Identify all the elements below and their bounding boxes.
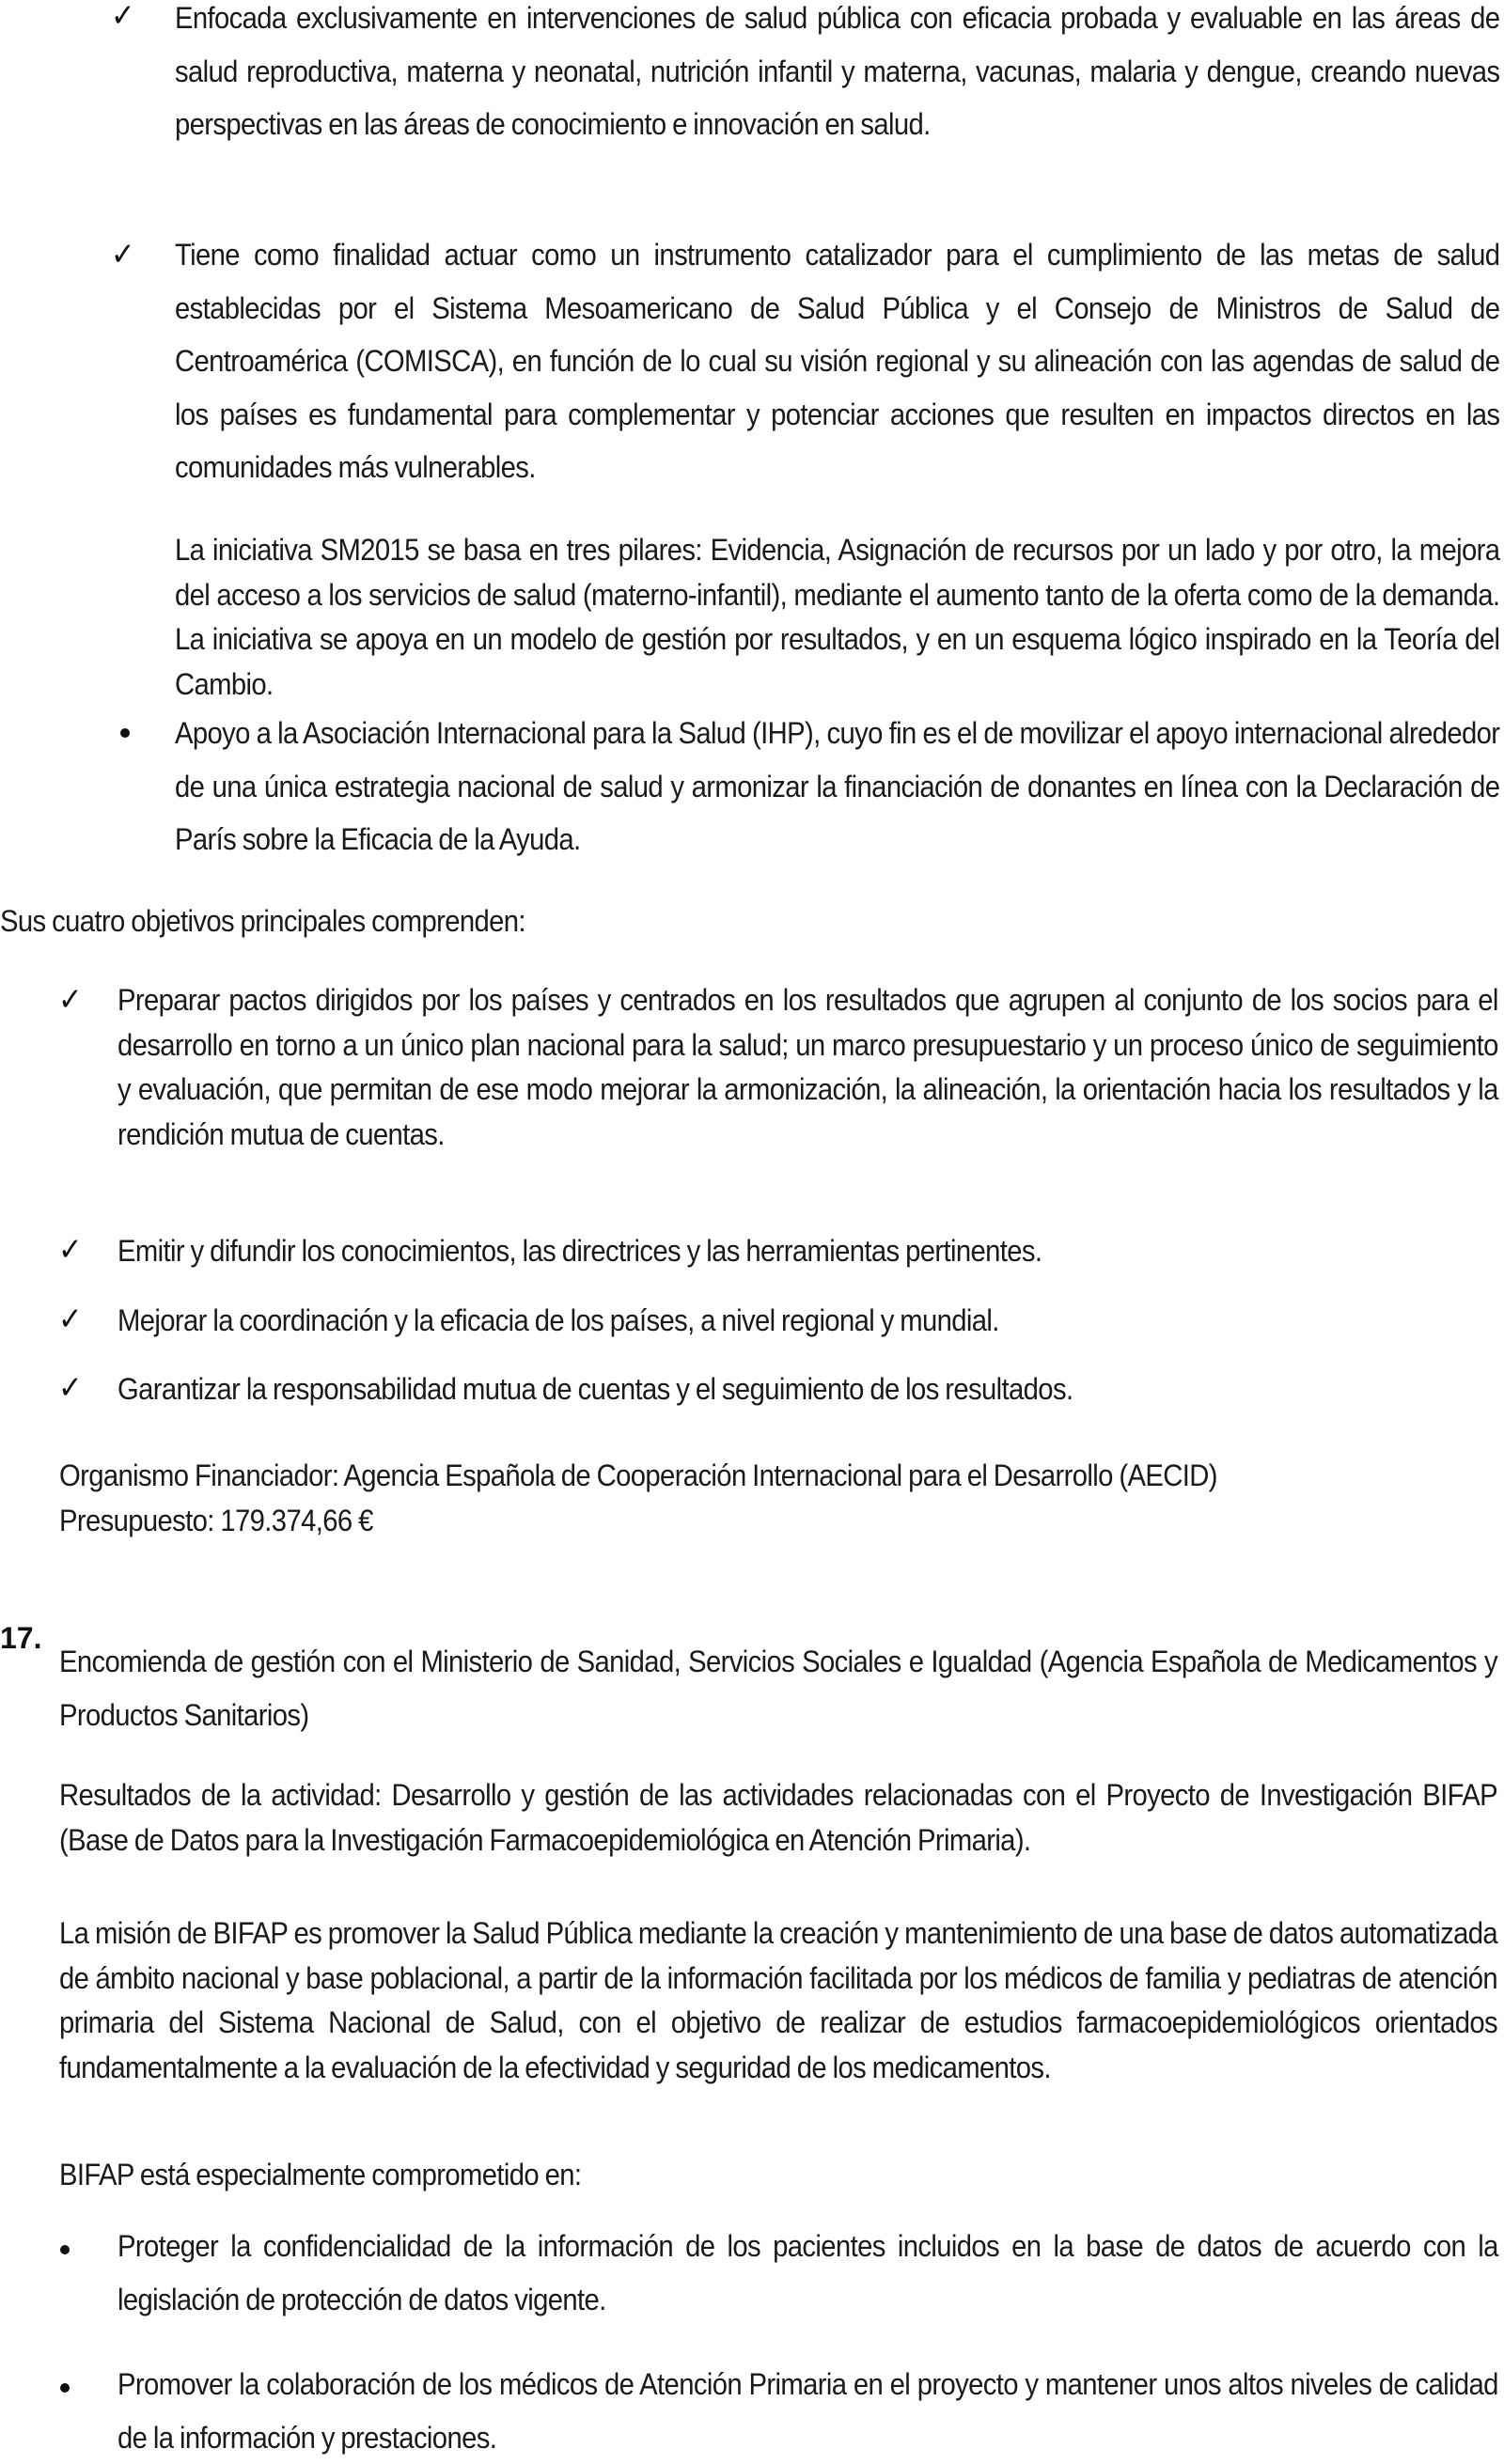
check-mark-icon: ✓ [58, 981, 83, 1019]
objective-text: Mejorar la coordinación y la eficacia de los países, a nivel regional y mundial. [118, 1303, 999, 1337]
objectives-intro: Sus cuatro objetivos principales comprenden: [0, 904, 525, 938]
check-mark-icon: ✓ [58, 1369, 83, 1407]
objective-text: Garantizar la responsabilidad mutua de cuentas y el seguimiento de los resultados. [118, 1372, 1073, 1406]
objective-text: Emitir y difundir los conocimientos, las directrices y las herramientas pertinentes. [118, 1234, 1042, 1268]
objective-text: Preparar pactos dirigidos por los países y centrados en los resultados que agrupen al conjunto de los socios para el desarrollo en torno a un único plan nacional para la salud; un marco presupuestario y un proceso único de seguimiento y evaluación, que permitan de ese modo mejorar la armonización, la alineación, la orientación hacia los resultados y la rendición mutua de cuentas. [118, 983, 1498, 1151]
section-number: 17. [0, 1621, 42, 1655]
budget-line: Presupuesto: 179.374,66 € [59, 1504, 373, 1537]
check-mark-icon: ✓ [111, 236, 135, 273]
ihp-bullet-text: Apoyo a la Asociación Internacional para la Salud (IHP), cuyo fin es el de movilizar el apoyo internacional alrededor de una única estrategia nacional de salud y armonizar la financiación de donantes en línea con la Declaración de París sobre la Eficacia de la Ayuda. [175, 716, 1500, 856]
commitment-text: Proteger la confidencialidad de la información de los pacientes incluidos en la base de datos de acuerdo con la legislación de protección de datos vigente. [118, 2229, 1498, 2316]
bullet-dot-icon [120, 728, 130, 738]
commitment-intro: BIFAP está especialmente comprometido en: [59, 2158, 582, 2191]
check-item-text: Enfocada exclusivamente en intervenciones de salud pública con eficacia probada y evaluable en las áreas de salud reproductiva, materna y neonatal, nutrición infantil y materna, vacunas, malaria y dengue, creando nuevas perspectivas en las áreas de conocimiento e innovación en salud. [175, 1, 1500, 141]
pillars-paragraph: La iniciativa SM2015 se basa en tres pilares: Evidencia, Asignación de recursos por un lado y por otro, la mejora del acceso a los servicios de salud (materno-infantil), mediante el aumento tanto de la oferta como de la demanda. La iniciativa se apoya en un modelo de gestión por resultados, y en un esquema lógico inspirado en la Teoría del Cambio. [175, 533, 1500, 701]
results-paragraph: Resultados de la actividad: Desarrollo y gestión de las actividades relacionadas con el Proyecto de Investigación BIFAP (Base de Datos para la Investigación Farmacoepidemiológica en Atención Primaria). [59, 1778, 1497, 1857]
commitment-text: Promover la colaboración de los médicos de Atención Primaria en el proyecto y mantener unos altos niveles de calidad de la información y prestaciones. [118, 2367, 1498, 2455]
mission-paragraph: La misión de BIFAP es promover la Salud Pública mediante la creación y mantenimiento de una base de datos automatizada de ámbito nacional y base poblacional, a partir de la información facilitada por los médicos de familia y pediatras de atención primaria del Sistema Nacional de Salud, con el objetivo de realizar de estudios farmacoepidemiológicos orientados fundamentalmente a la evaluación de la efectividad y seguridad de los medicamentos. [59, 1916, 1497, 2084]
check-mark-icon: ✓ [111, 0, 135, 35]
funder-line: Organismo Financiador: Agencia Española de Cooperación Internacional para el Desarrollo (AECID) [59, 1458, 1217, 1492]
check-mark-icon: ✓ [58, 1301, 83, 1338]
bullet-dot-icon [60, 2383, 70, 2393]
section-title: Encomienda de gestión con el Ministerio de Sanidad, Servicios Sociales e Igualdad (Agencia Española de Medicamentos y Productos Sanitarios) [59, 1645, 1497, 1732]
check-mark-icon: ✓ [58, 1231, 83, 1269]
check-item-text: Tiene como finalidad actuar como un instrumento catalizador para el cumplimiento de las metas de salud establecidas por el Sistema Mesoamericano de Salud Pública y el Consejo de Ministros de Salud de Centroamérica (COMISCA), en función de lo cual su visión regional y su alineación con las agendas de salud de los países es fundamental para complementar y potenciar acciones que resulten en impactos directos en las comunidades más vulnerables. [175, 238, 1500, 484]
bullet-dot-icon [60, 2245, 70, 2254]
